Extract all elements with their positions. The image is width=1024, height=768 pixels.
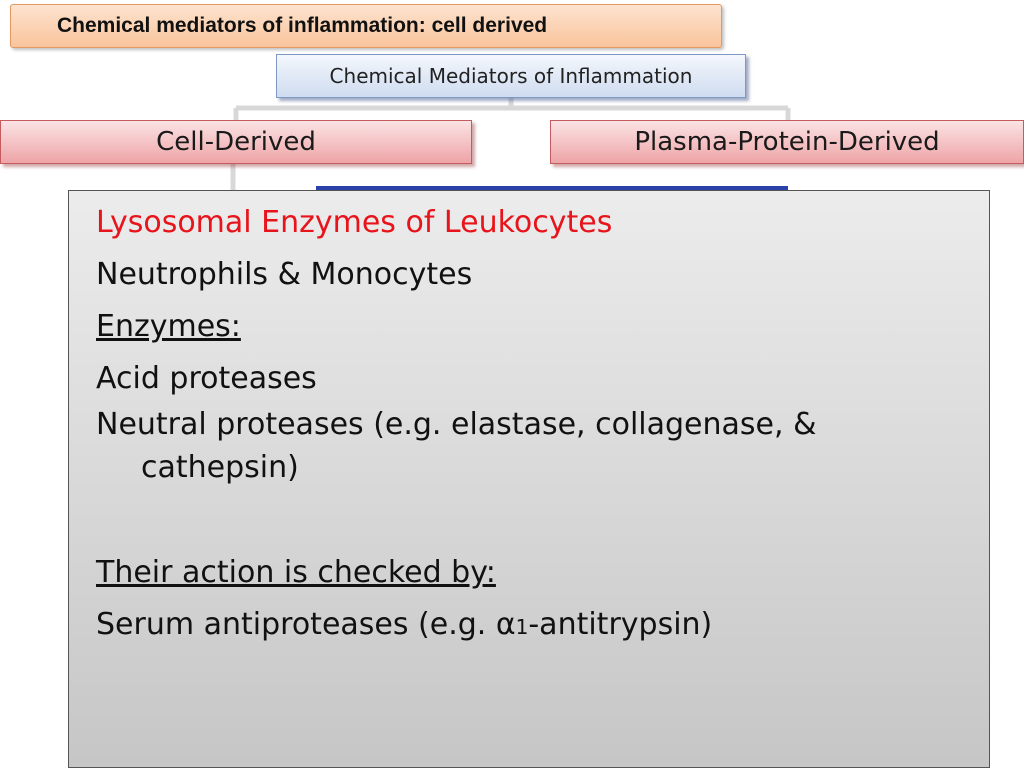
root-node-label: Chemical Mediators of Inflammation	[329, 64, 693, 88]
checked-by-label: Their action is checked by:	[96, 555, 496, 590]
diagram-node-cell-derived	[0, 120, 472, 164]
diagram-node-plasma-protein-derived	[550, 120, 1024, 164]
source-cells: Neutrophils & Monocytes	[96, 257, 473, 292]
spacer	[96, 491, 989, 547]
inhibitor-item	[96, 599, 989, 653]
content-panel	[68, 190, 990, 768]
inhibitor-prefix: Serum antiproteases (e.g. α	[96, 607, 516, 642]
inhibitor-subscript: 1	[515, 615, 529, 639]
enzymes-label: Enzymes:	[96, 309, 241, 344]
diagram-root-node	[276, 54, 746, 98]
plasma-protein-derived-label: Plasma-Protein-Derived	[634, 127, 940, 157]
slide-title: Chemical mediators of inflammation: cell derived	[57, 14, 548, 37]
cell-derived-label: Cell-Derived	[156, 127, 316, 157]
enzyme-item-acid: Acid proteases	[96, 361, 317, 396]
enzyme-item-neutral: Neutral proteases (e.g. elastase, collagenase, &	[96, 407, 817, 442]
inhibitor-suffix: -antitrypsin)	[528, 607, 713, 642]
enzyme-item-neutral-cont: cathepsin)	[141, 450, 299, 485]
content-heading: Lysosomal Enzymes of Leukocytes	[96, 205, 613, 240]
